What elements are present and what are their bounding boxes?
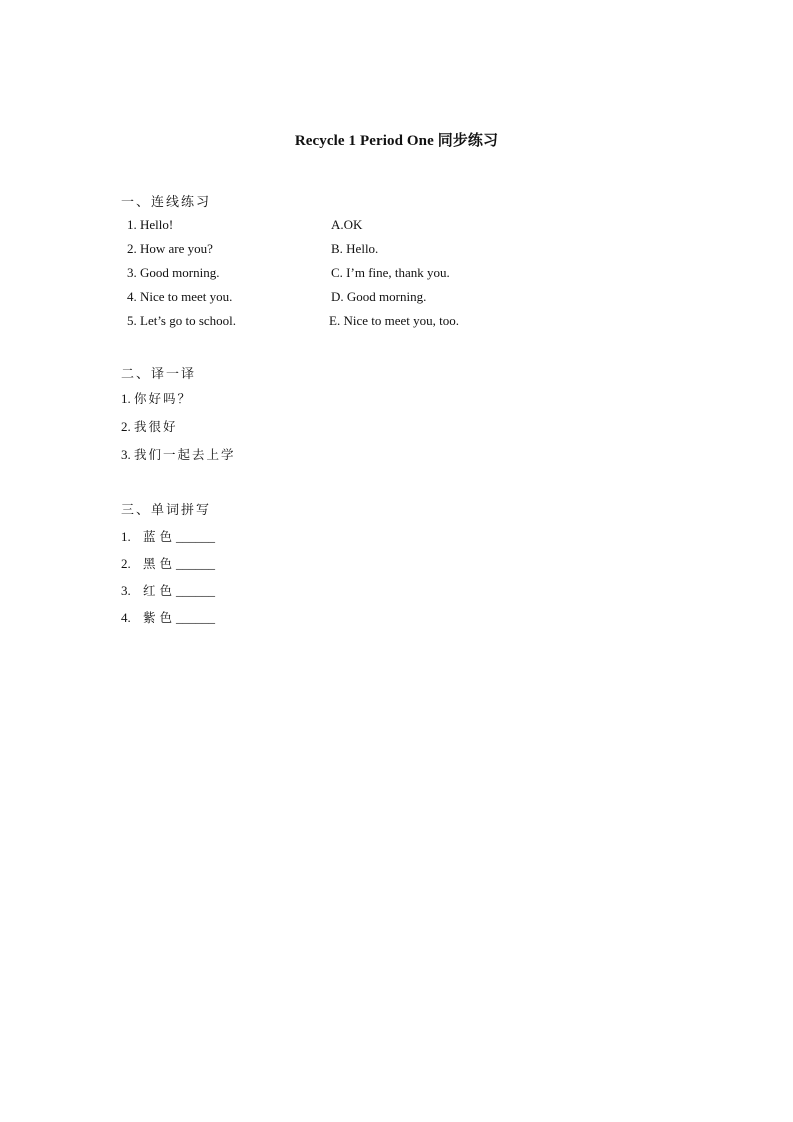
item-text: 我们一起去上学 [134,447,236,462]
item-number: 2. [121,419,131,434]
match-right-item: D. Good morning. [331,289,427,304]
item-number: 1. [121,529,131,544]
section-heading-spelling: 三、单词拼写 [121,503,212,518]
match-right-item: C. I’m fine, thank you. [331,265,450,280]
page-title: Recycle 1 Period One 同步练习 [294,133,499,149]
item-text: 你好吗？ [134,391,193,406]
section-heading-translate: 二、译一译 [121,367,197,382]
item-text: 紫色 [143,610,177,625]
item-number: 4. [121,610,131,625]
answer-blank: ______ [176,556,216,571]
match-left-item: 3. Good morning. [127,265,220,280]
match-left-item: 4. Nice to meet you. [127,289,233,304]
match-right-item: B. Hello. [331,241,379,256]
spelling-item [121,527,215,545]
item-number: 3. [121,583,131,598]
item-number: 1. [121,391,131,406]
match-row [0,265,793,283]
match-row [0,217,793,235]
match-row [0,313,793,331]
item-text: 蓝色 [143,529,177,544]
item-number: 3. [121,447,131,462]
answer-blank: ______ [176,529,216,544]
item-number: 2. [121,556,131,571]
spelling-item [121,581,215,599]
spelling-item [121,554,215,572]
match-right-item: A.OK [331,217,363,232]
section-heading-matching: 一、连线练习 [121,195,212,210]
match-row [0,289,793,307]
translate-item [121,417,178,435]
answer-blank: ______ [176,610,216,625]
item-text: 黑色 [143,556,177,571]
translate-item [121,389,192,407]
match-left-item: 5. Let’s go to school. [127,313,237,328]
match-row [0,241,793,259]
match-left-item: 2. How are you? [127,241,213,256]
spelling-item [121,608,215,626]
item-text: 我很好 [134,419,178,434]
match-right-item: E. Nice to meet you, too. [329,313,459,328]
item-text: 红色 [143,583,177,598]
answer-blank: ______ [176,583,216,598]
translate-item [121,445,236,463]
match-left-item: 1. Hello! [127,217,174,232]
